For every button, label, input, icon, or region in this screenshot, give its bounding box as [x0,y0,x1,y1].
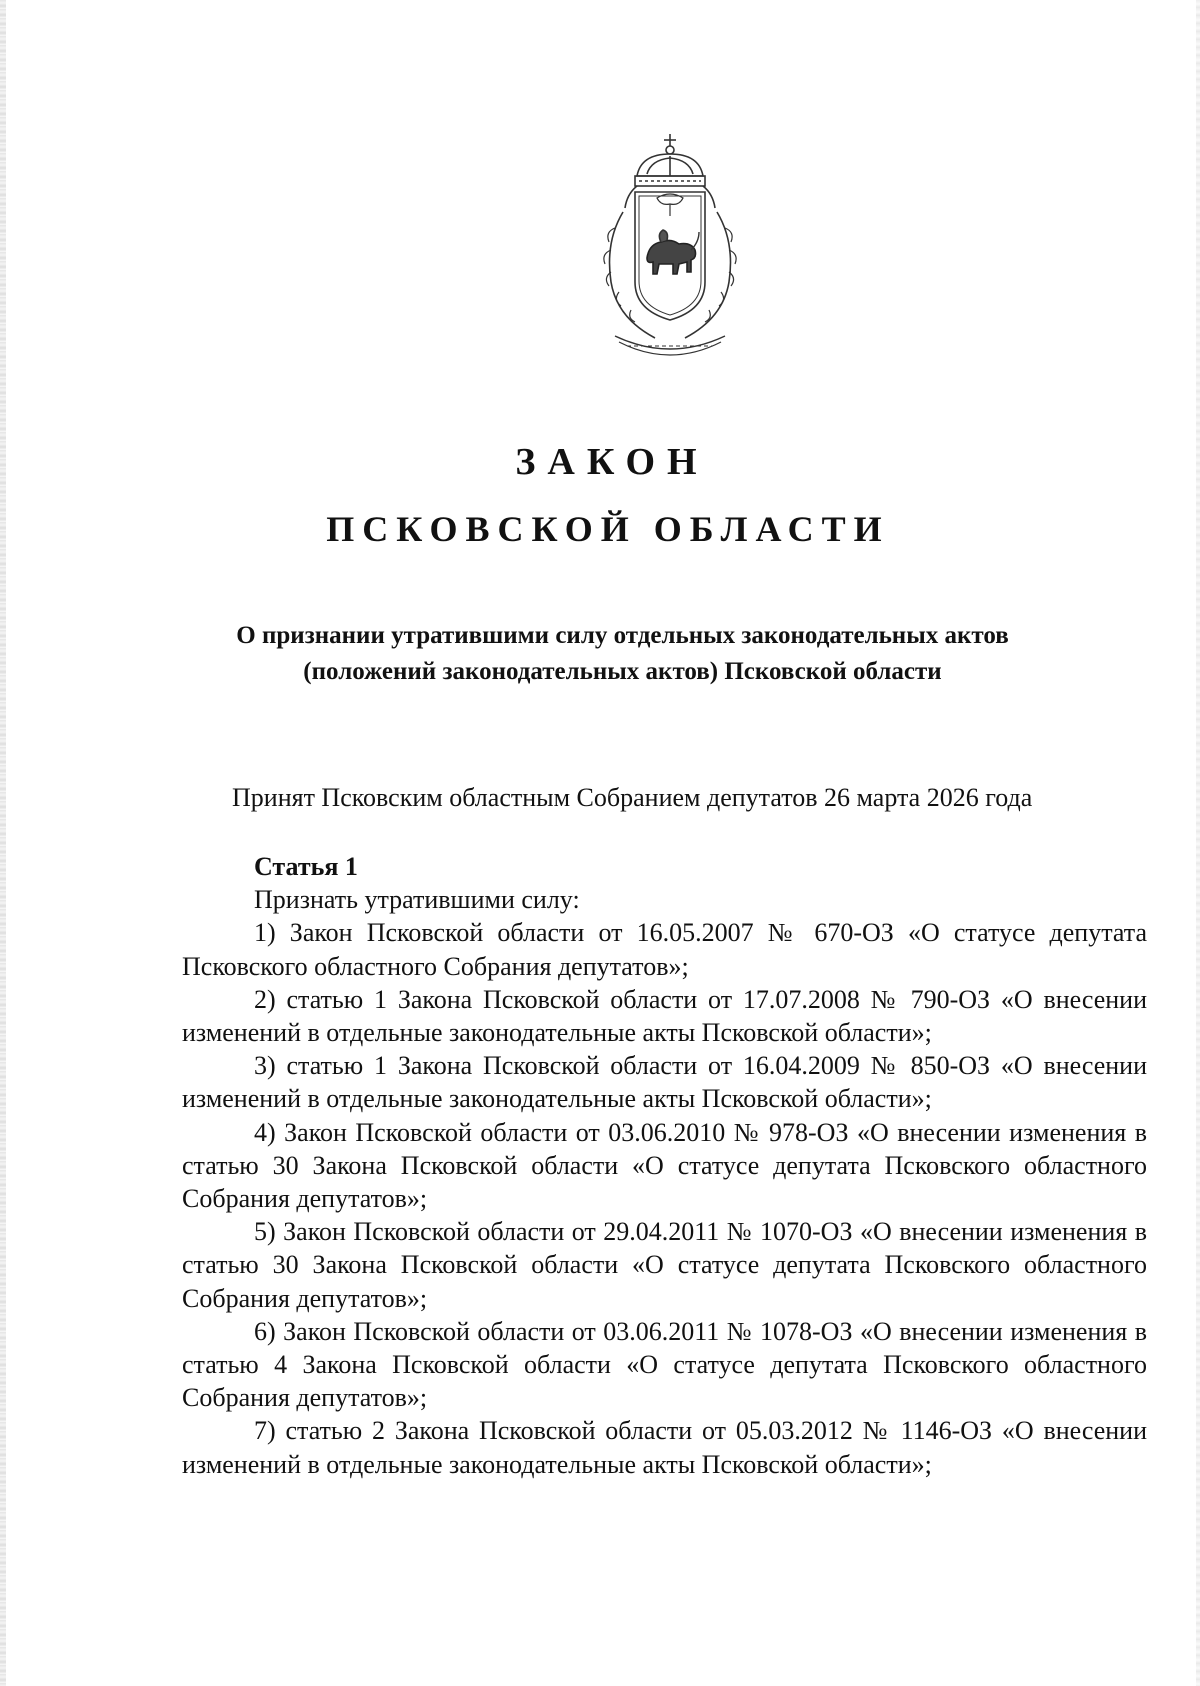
list-item: 1) Закон Псковской области от 16.05.2007 № 670-ОЗ «О статусе депутата Псковского областного Собрания депутатов»; [182,918,1147,981]
list-item: 6) Закон Псковской области от 03.06.2011 № 1078-ОЗ «О внесении изменения в статью 4 Закона Псковской области «О статусе депутата Псковского областного Собрания депутатов»; [182,1316,1147,1413]
adoption-note: Принят Псковским областным Собранием депутатов 26 марта 2026 года [232,783,1033,812]
scan-edge-right [1196,0,1200,1686]
article-heading: Статья 1 [254,852,358,881]
document-body [182,850,1147,1481]
pskov-oblast-coat-of-arms-icon [575,132,765,386]
subject-line-1: О признании утратившими силу отдельных законодательных актов [236,622,1009,649]
article-intro: Признать утратившими силу: [254,885,580,915]
list-item: 5) Закон Псковской области от 29.04.2011 № 1070-ОЗ «О внесении изменения в статью 30 Закона Псковской области «О статусе депутата Псковского областного Собрания депутатов»; [182,1217,1147,1313]
list-item: 2) статью 1 Закона Псковской области от 17.07.2008 № 790-ОЗ «О внесении изменений в отдельные законодательные акты Псковской области»; [182,984,1147,1048]
scan-edge-left [0,0,6,1686]
document-title: ЗАКОН [515,441,709,483]
subject-line-2: (положений законодательных актов) Псковской области [303,658,942,685]
document-region-title: ПСКОВСКОЙ ОБЛАСТИ [326,509,890,549]
document-subject [150,618,1095,690]
list-item: 4) Закон Псковской области от 03.06.2010 № 978-ОЗ «О внесении изменения в статью 30 Закона Псковской области «О статусе депутата Псковского областного Собрания депутатов»; [182,1117,1147,1214]
list-item: 7) статью 2 Закона Псковской области от 05.03.2012 № 1146-ОЗ «О внесении изменений в отдельные законодательные акты Псковской области»; [182,1416,1147,1479]
list-item: 3) статью 1 Закона Псковской области от 16.04.2009 № 850-ОЗ «О внесении изменений в отдельные законодательные акты Псковской области»; [182,1051,1147,1114]
